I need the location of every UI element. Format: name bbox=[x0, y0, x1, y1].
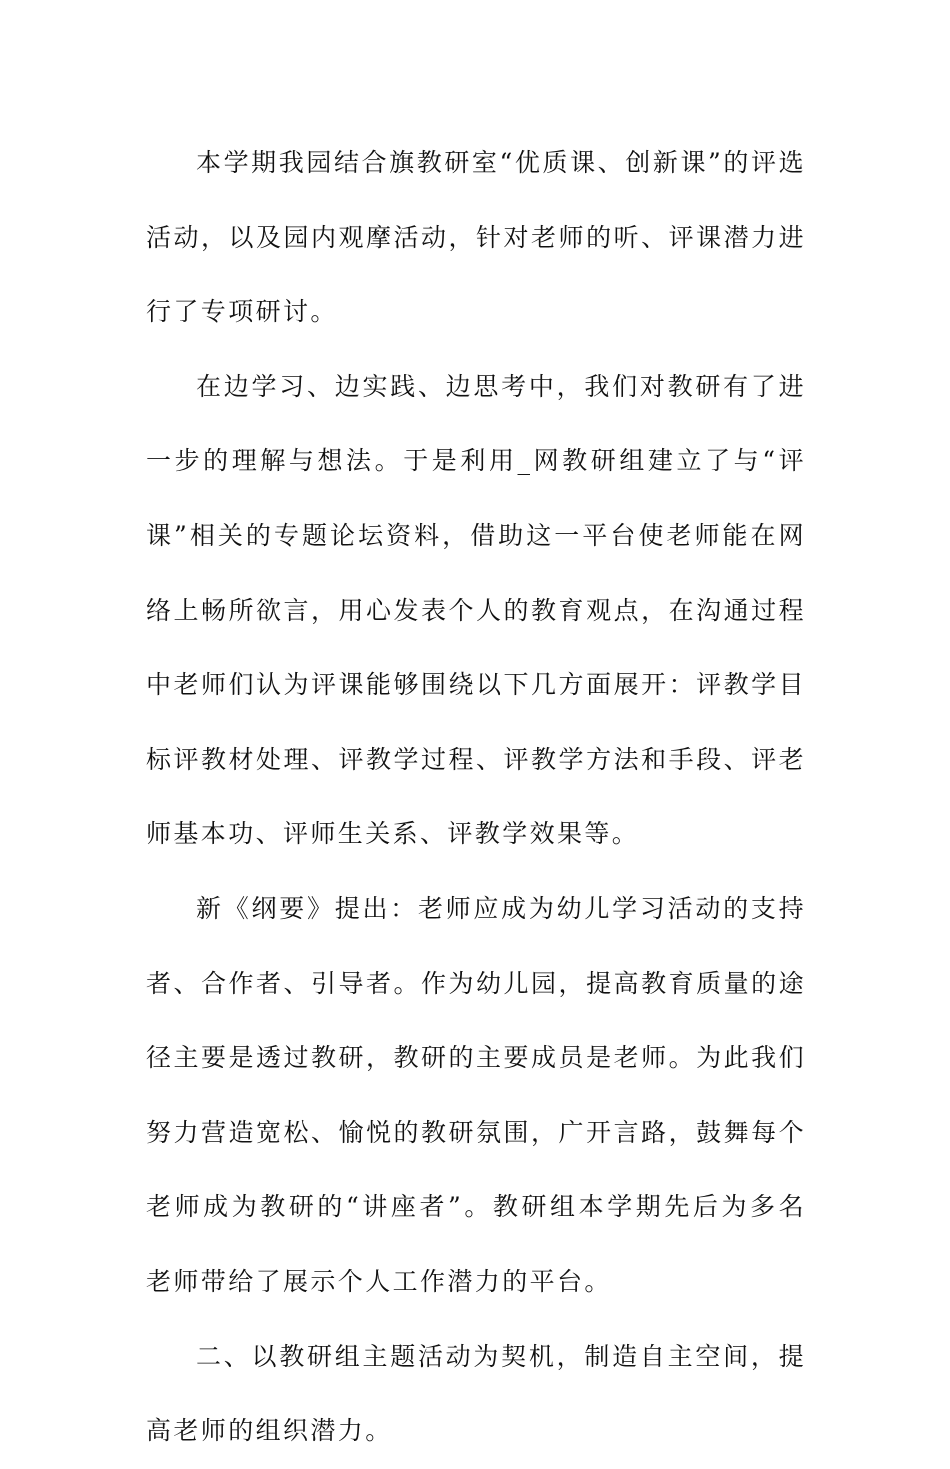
paragraph-teaching-research-forum: 在边学习、边实践、边思考中，我们对教研有了进一步的理解与想法。于是利用_网教研组建立了与“评课”相关的专题论坛资料，借助这一平台使老师能在网络上畅所欲言，用心发表个人的教育观点，在沟通过程中老师们认为评课能够围绕以下几方面展开：评教学目标评教材处理、评教学过程、评教学方法和手段、评老师基本功、评师生关系、评教学效果等。 bbox=[146, 371, 806, 849]
paragraph-evaluation-activity: 本学期我园结合旗教研室“优质课、创新课”的评选活动，以及园内观摩活动，针对老师的听、评课潜力进行了专项研讨。 bbox=[146, 148, 806, 327]
paragraph-section-two-heading: 二、以教研组主题活动为契机，制造自主空间，提高老师的组织潜力。 bbox=[146, 1341, 806, 1446]
document-body bbox=[146, 126, 806, 1469]
paragraph-new-outline: 新《纲要》提出：老师应成为幼儿学习活动的支持者、合作者、引导者。作为幼儿园，提高教育质量的途径主要是透过教研，教研的主要成员是老师。为此我们努力营造宽松、愉悦的教研氛围，广开言路，鼓舞每个老师成为教研的“讲座者”。教研组本学期先后为多名老师带给了展示个人工作潜力的平台。 bbox=[146, 893, 806, 1296]
